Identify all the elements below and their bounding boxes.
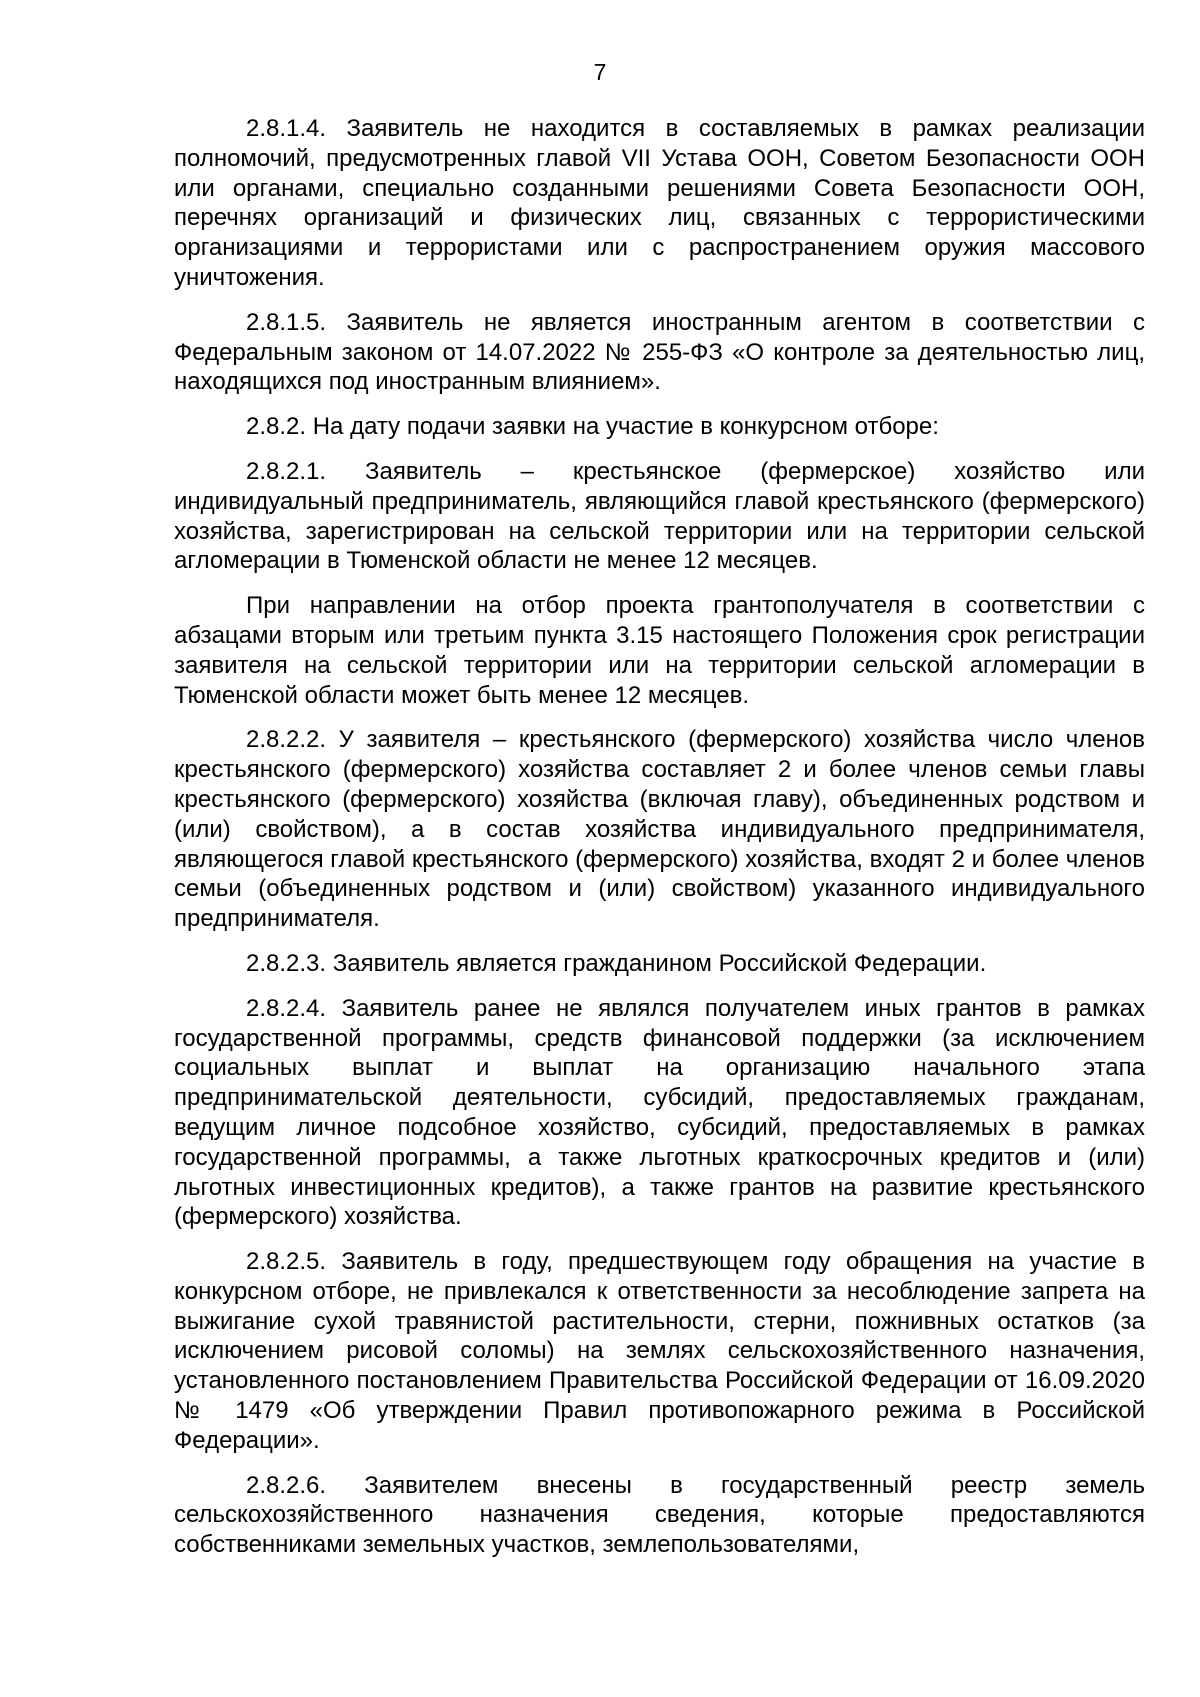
paragraph-2-8-2-1-note: При направлении на отбор проекта грантополучателя в соответствии с абзацами вторым или третьим пункта 3.15 настоящего Положения срок регистрации заявителя на сельской территории или на территории сельской агломерации в Тюменской области может быть менее 12 месяцев. <box>174 592 1145 709</box>
paragraph-2-8-2-2: 2.8.2.2. У заявителя – крестьянского (фермерского) хозяйства число членов крестьянского (фермерского) хозяйства составляет 2 и более членов семьи главы крестьянского (фермерского) хозяйства (включая главу), объединенных родством и (или) свойством), а в состав хозяйства индивидуального предпринимателя, являющегося главой крестьянского (фермерского) хозяйства, входят 2 и более членов семьи (объединенных родством и (или) свойством) указанного индивидуального предпринимателя. <box>174 726 1145 933</box>
paragraph-2-8-2-4: 2.8.2.4. Заявитель ранее не являлся получателем иных грантов в рамках государственной программы, средств финансовой поддержки (за исключением социальных выплат и выплат на организацию начального этапа предпринимательской деятельности, субсидий, предоставляемых гражданам, ведущим личное подсобное хозяйство, субсидий, предоставляемых в рамках государственной программы, а также льготных краткосрочных кредитов и (или) льготных инвестиционных кредитов), а также грантов на развитие крестьянского (фермерского) хозяйства. <box>174 994 1145 1231</box>
paragraph-2-8-2-3: 2.8.2.3. Заявитель является гражданином Российской Федерации. <box>246 949 987 977</box>
paragraph-2-8-1-4: 2.8.1.4. Заявитель не находится в составляемых в рамках реализации полномочий, предусмотренных главой VII Устава ООН, Советом Безопасности ООН или органами, специально созданными решениями Совета Безопасности ООН, перечнях организаций и физических лиц, связанных с террористическими организациями и террористами или с распространением оружия массового уничтожения. <box>174 115 1145 291</box>
page-number: 7 <box>593 59 607 85</box>
paragraph-2-8-2: 2.8.2. На дату подачи заявки на участие в конкурсном отборе: <box>246 413 939 441</box>
paragraph-2-8-2-5: 2.8.2.5. Заявитель в году, предшествующем году обращения на участие в конкурсном отборе, не привлекался к ответственности за несоблюдение запрета на выжигание сухой травянистой растительности, стерни, пожнивных остатков (за исключением рисовой соломы) на землях сельскохозяйственного назначения, установленного постановлением Правительства Российской Федерации от 16.09.2020 № 1479 «Об утверждении Правил противопожарного режима в Российской Федерации». <box>174 1248 1145 1454</box>
paragraph-2-8-2-6: 2.8.2.6. Заявителем внесены в государственный реестр земель сельскохозяйственного назначения сведения, которые предоставляются собственниками земельных участков, землепользователями, <box>174 1471 1145 1559</box>
paragraph-2-8-2-1: 2.8.2.1. Заявитель – крестьянское (фермерское) хозяйство или индивидуальный предприниматель, являющийся главой крестьянского (фермерского) хозяйства, зарегистрирован на сельской территории или на территории сельской агломерации в Тюменской области не менее 12 месяцев. <box>174 457 1145 575</box>
paragraph-2-8-1-5: 2.8.1.5. Заявитель не является иностранным агентом в соответствии с Федеральным законом от 14.07.2022 № 255-ФЗ «О контроле за деятельностью лиц, находящихся под иностранным влиянием». <box>174 308 1145 396</box>
document-body <box>174 114 1145 1575</box>
